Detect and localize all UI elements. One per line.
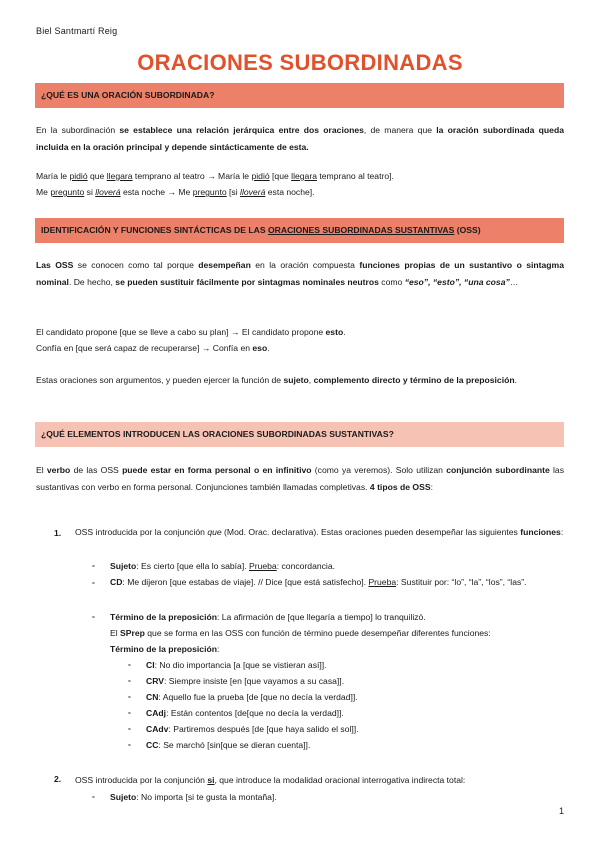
paragraph-oss-functions: Estas oraciones son argumentos, y pueden ejercer la función de sujeto, complemento directo y término de la preposición. bbox=[36, 375, 517, 385]
si-sujeto-example: Sujeto: No importa [si te gusta la montaña]. bbox=[110, 792, 277, 802]
heading-underlined: ORACIONES SUBORDINADAS SUSTANTIVAS bbox=[267, 225, 455, 235]
section-heading-subordinada: ¿QUÉ ES UNA ORACIÓN SUBORDINADA? bbox=[35, 83, 564, 108]
cd-example: CD: Me dijeron [que estabas de viaje]. // Dice [que está satisfecho]. Prueba: Sustituir por: “lo”, “la”, “los”, “las”. bbox=[110, 577, 527, 587]
dash-bullet: - bbox=[128, 707, 131, 717]
ci-example: CI: No dio importancia [a [que se vistieran así]]. bbox=[146, 660, 327, 670]
sujeto-example: Sujeto: Es cierto [que ella lo sabía]. Prueba: concordancia. bbox=[110, 561, 335, 571]
dash-bullet: - bbox=[92, 560, 95, 570]
cn-example: CN: Aquello fue la prueba [de [que no decía la verdad]]. bbox=[146, 692, 358, 702]
sprep-note: El SPrep que se forma en las OSS con función de término puede desempeñar diferentes funciones: bbox=[110, 628, 491, 638]
paragraph-verb: El verbo de las OSS puede estar en forma personal o en infinitivo (como ya veremos). Solo utilizan conjunción subordinante las sustantivas con verbo en forma personal. Conjunciones también llamadas completivas. 4 tipos de OSS: bbox=[36, 465, 564, 492]
crv-example: CRV: Siempre insiste [en [que vayamos a su casa]]. bbox=[146, 676, 345, 686]
termino-subheading: Término de la preposición: bbox=[110, 644, 220, 654]
heading-part: (OSS) bbox=[454, 225, 481, 235]
paragraph-oss-definition: Las OSS se conocen como tal porque desempeñan en la oración compuesta funciones propias de un sustantivo o sintagma nominal. De hecho, se pueden sustituir fácilmente por sintagmas nominales neutros como “eso”, “esto”, “una cosa”… bbox=[36, 260, 564, 287]
list-number-2: 2. bbox=[54, 774, 62, 784]
list-item-1-text: OSS introducida por la conjunción que (Mod. Orac. declarativa). Estas oraciones pueden desempeñar las siguientes funciones: bbox=[75, 527, 564, 537]
page-number: 1 bbox=[558, 806, 564, 816]
oss-example-1: El candidato propone [que se lleve a cabo su plan] → El candidato propone esto. bbox=[36, 327, 346, 337]
dash-bullet: - bbox=[92, 791, 95, 801]
dash-bullet: - bbox=[128, 659, 131, 669]
heading-part: IDENTIFICACIÓN Y FUNCIONES SINTÁCTICAS DE LAS bbox=[41, 225, 268, 235]
cadj-example: CAdj: Están contentos [de[que no decía la verdad]]. bbox=[146, 708, 344, 718]
example-line-2: Me pregunto si lloverá esta noche → Me pregunto [si lloverá esta noche]. bbox=[36, 187, 315, 197]
page-title: ORACIONES SUBORDINADAS bbox=[137, 50, 463, 75]
termino-example: Término de la preposición: La afirmación de [que llegaría a tiempo] lo tranquilizó. bbox=[110, 612, 426, 622]
cc-example: CC: Se marchó [sin[que se dieran cuenta]]. bbox=[146, 740, 311, 750]
section-heading-oss bbox=[35, 218, 564, 243]
dash-bullet: - bbox=[128, 739, 131, 749]
oss-example-2: Confía en [que será capaz de recuperarse] → Confía en eso. bbox=[36, 343, 270, 353]
list-item-2-text: OSS introducida por la conjunción si, que introduce la modalidad oracional interrogativa indirecta total: bbox=[75, 775, 466, 785]
paragraph-definition: En la subordinación se establece una relación jerárquica entre dos oraciones, de manera que la oración subordinada queda incluida en la oración principal y depende sintácticamente de esta. bbox=[36, 125, 564, 152]
dash-bullet: - bbox=[128, 723, 131, 733]
dash-bullet: - bbox=[92, 577, 95, 587]
list-number-1: 1. bbox=[54, 528, 62, 538]
dash-bullet: - bbox=[92, 611, 95, 621]
cadv-example: CAdv: Partiremos después [de [que haya salido el sol]]. bbox=[146, 724, 359, 734]
section-heading-elementos: ¿QUÉ ELEMENTOS INTRODUCEN LAS ORACIONES SUBORDINADAS SUSTANTIVAS? bbox=[35, 422, 564, 447]
dash-bullet: - bbox=[128, 675, 131, 685]
dash-bullet: - bbox=[128, 691, 131, 701]
author-name: Biel Santmartí Reig bbox=[36, 26, 118, 36]
example-line-1: María le pidió que llegara temprano al teatro → María le pidió [que llegara temprano al teatro]. bbox=[36, 171, 394, 181]
